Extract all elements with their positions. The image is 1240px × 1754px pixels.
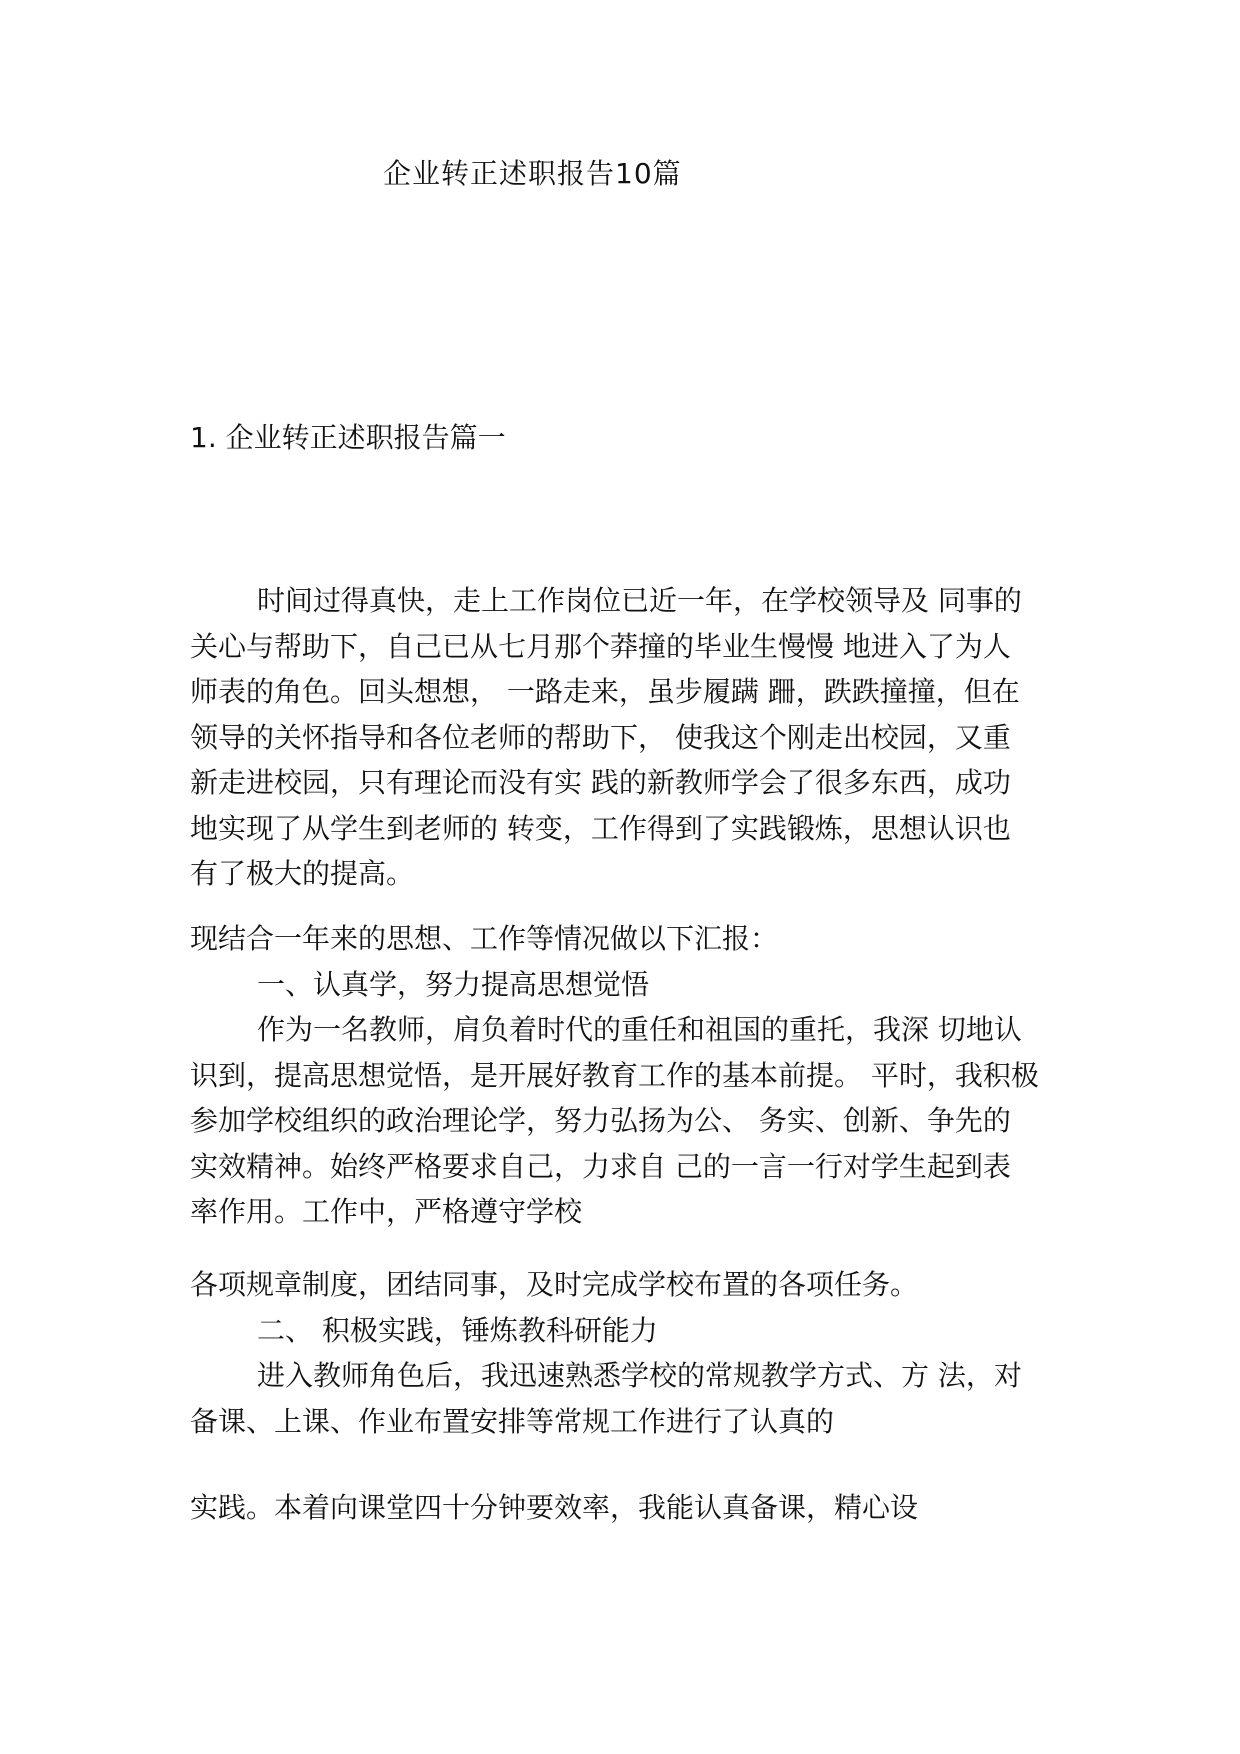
document-title: 企业转正述职报告10篇 xyxy=(383,157,682,190)
text-line: 备课、上课、作业布置安排等常规工作进行了认真的 xyxy=(190,1404,835,1438)
text-line: 领导的关怀指导和各位老师的帮助下， 使我这个刚走出校园，又重 xyxy=(190,720,1011,754)
text-line: 地实现了从学生到老师的 转变，工作得到了实践锻炼，思想认识也 xyxy=(190,811,1011,845)
paragraph-block-2 xyxy=(190,916,1070,1235)
text-line: 新走进校园，只有理论而没有实 践的新教师学会了很多东西，成功 xyxy=(190,766,1011,799)
text-line: 作为一名教师，肩负着时代的重任和祖国的重托，我深 切地认 xyxy=(257,1013,1022,1046)
paragraph-block-4 xyxy=(190,1485,1070,1531)
text-line: 关心与帮助下，自己已从七月那个莽撞的毕业生慢慢 地进入了为人 xyxy=(190,629,1011,663)
text-line: 识到，提高思想觉悟，是开展好教育工作的基本前提。 平时，我积极 xyxy=(190,1058,1039,1092)
text-line: 一、认真学，努力提高思想觉悟 xyxy=(257,967,650,1001)
text-line: 师表的角色。回头想想， 一路走来，虽步履蹒 跚，跌跌撞撞，但在 xyxy=(190,675,1020,708)
text-line: 时间过得真快，走上工作岗位已近一年，在学校领导及 同事的 xyxy=(257,584,1022,617)
text-line: 进入教师角色后，我迅速熟悉学校的常规教学方式、方 法，对 xyxy=(257,1359,1022,1392)
text-line: 现结合一年来的思想、工作等情况做以下汇报： xyxy=(190,922,779,955)
text-line: 率作用。工作中，严格遵守学校 xyxy=(190,1195,583,1228)
text-line: 参加学校组织的政治理论学，努力弘扬为公、 务实、创新、争先的 xyxy=(190,1104,1011,1137)
text-line: 二、 积极实践，锤炼教科研能力 xyxy=(257,1313,658,1347)
text-line: 各项规章制度，团结同事，及时完成学校布置的各项任务。 xyxy=(190,1268,919,1301)
text-line: 实践。本着向课堂四十分钟要效率，我能认真备课，精心设 xyxy=(190,1491,919,1524)
paragraph-block-1 xyxy=(190,578,1070,897)
text-line: 实效精神。始终严格要求自己，力求自 己的一言一行对学生起到表 xyxy=(190,1149,1011,1183)
paragraph-block-3 xyxy=(190,1262,1070,1444)
text-line: 有了极大的提高。 xyxy=(190,857,415,890)
section-heading: 1. 企业转正述职报告篇一 xyxy=(190,421,506,454)
